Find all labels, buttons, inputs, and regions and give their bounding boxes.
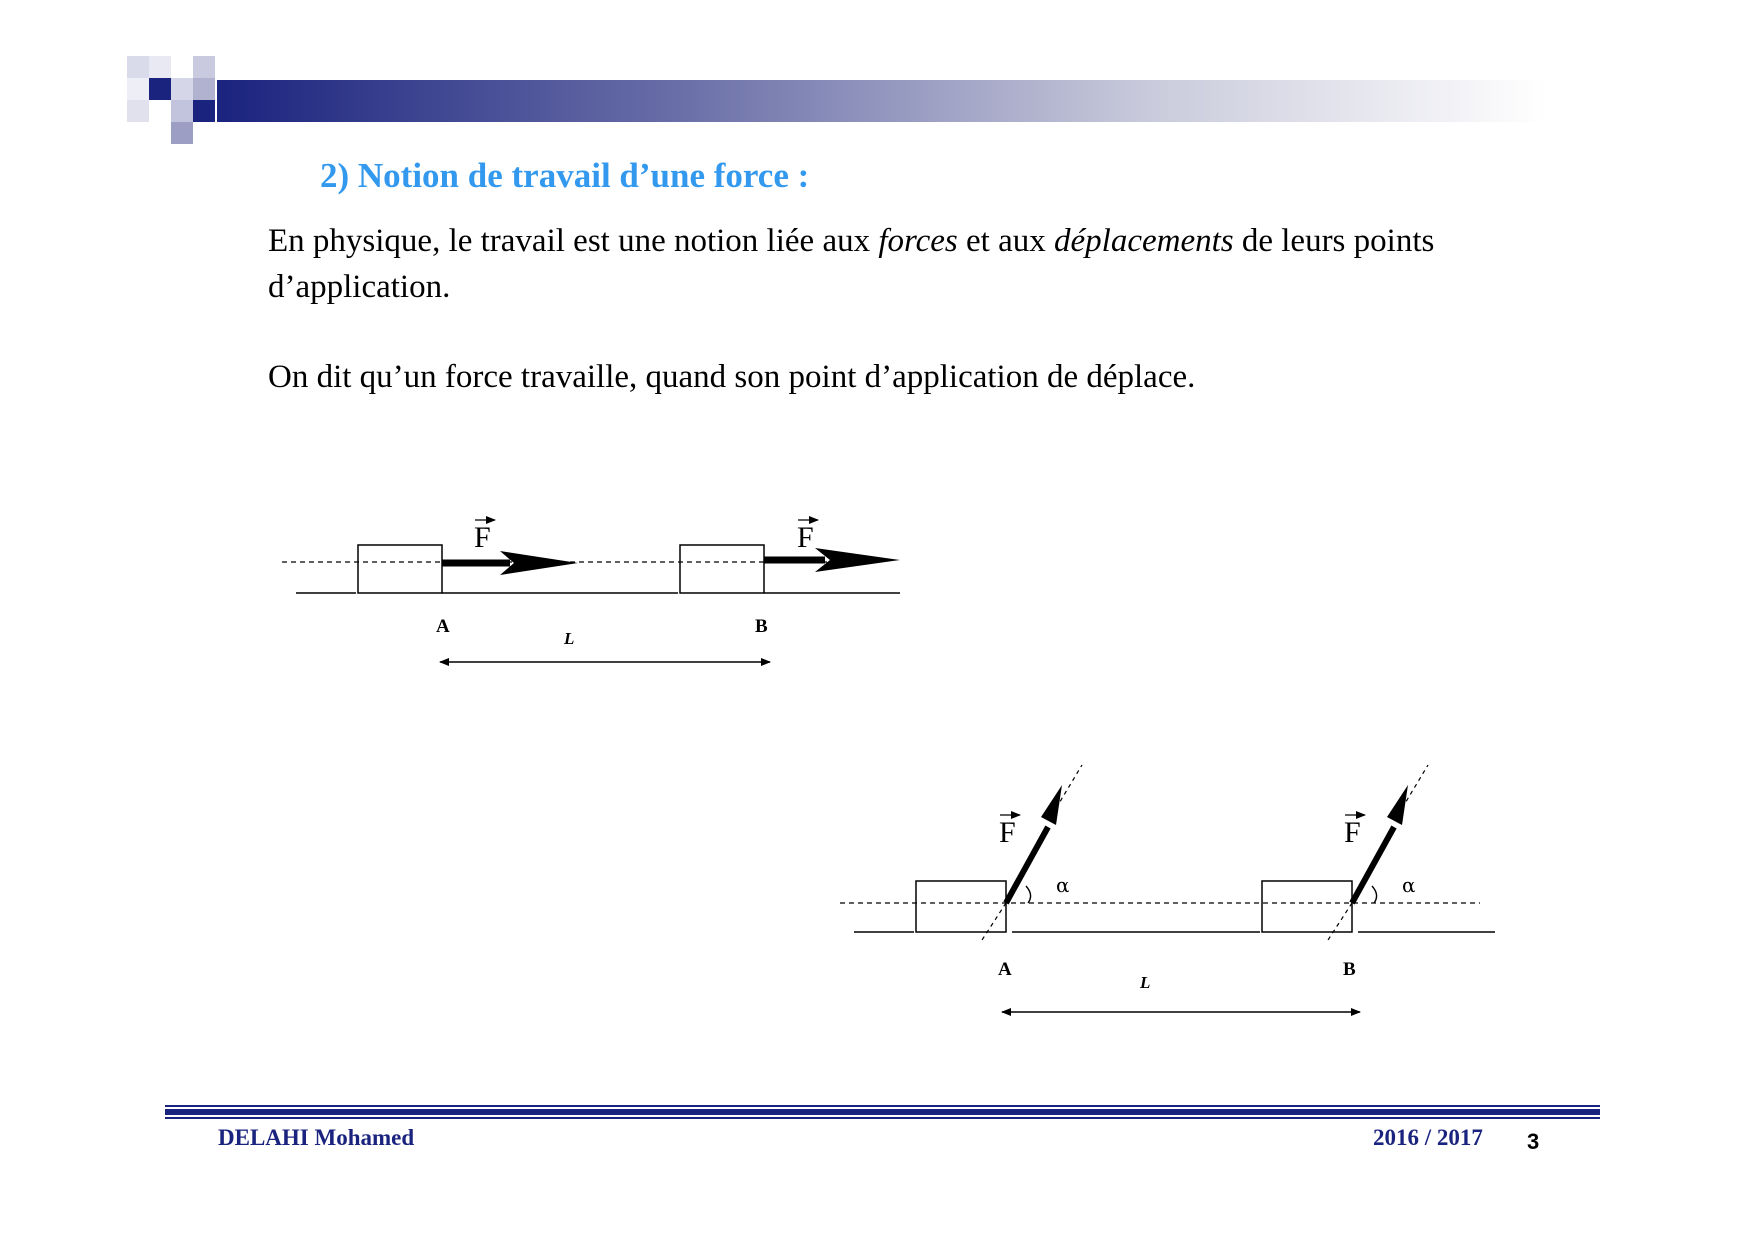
block-at-a xyxy=(358,545,442,593)
banner-square xyxy=(193,100,215,122)
banner-square xyxy=(127,78,149,100)
point-b-label: B xyxy=(755,616,768,637)
angle-arc xyxy=(1026,886,1031,903)
banner-square xyxy=(193,78,215,100)
point-a-label: A xyxy=(998,959,1012,980)
banner-square xyxy=(171,100,193,122)
inclined-force-diagram xyxy=(830,735,1500,1025)
banner-square xyxy=(149,56,171,78)
slide-title: 2) Notion de travail d’une force : xyxy=(320,156,810,195)
point-b-label: B xyxy=(1343,959,1356,980)
page-number: 3 xyxy=(1527,1129,1540,1154)
definition-paragraph xyxy=(268,218,1468,310)
block-at-b xyxy=(680,545,764,593)
force-label: F xyxy=(999,816,1016,849)
definition-text: En physique, le travail est une notion liée aux xyxy=(268,223,879,259)
force-arrowhead xyxy=(815,548,900,572)
vector-label-f xyxy=(999,815,1020,849)
work-condition-paragraph: On dit qu’un force travaille, quand son point d’application de déplace. xyxy=(268,359,1196,395)
force-line-extension xyxy=(1328,903,1352,940)
angle-arc xyxy=(1372,886,1377,903)
banner-square xyxy=(127,100,149,122)
force-label: F xyxy=(797,521,814,554)
force-label: F xyxy=(474,521,491,554)
footer-rule xyxy=(165,1105,1600,1121)
definition-text: et aux xyxy=(957,223,1054,259)
angle-label: α xyxy=(1056,873,1070,897)
angle-label: α xyxy=(1402,873,1416,897)
banner-square xyxy=(171,78,193,100)
footer-year: 2016 / 2017 xyxy=(1373,1125,1483,1150)
banner-square xyxy=(127,56,149,78)
distance-label: L xyxy=(564,629,575,648)
force-label: F xyxy=(1344,816,1361,849)
horizontal-force-diagram xyxy=(270,505,910,685)
banner-square xyxy=(171,122,193,144)
distance-label: L xyxy=(1140,973,1151,992)
vector-label-f xyxy=(1344,815,1365,849)
emphasis-displacements: déplacements xyxy=(1054,223,1234,259)
header-banner xyxy=(127,56,1547,152)
point-a-label: A xyxy=(436,616,450,637)
banner-square xyxy=(149,78,171,100)
force-arrowhead xyxy=(1041,785,1062,825)
vector-label-f xyxy=(797,520,818,554)
banner-square xyxy=(193,56,215,78)
emphasis-forces: forces xyxy=(878,223,958,259)
banner-gradient-bar xyxy=(217,80,1547,122)
force-line-extension xyxy=(982,903,1006,940)
footer-author: DELAHI Mohamed xyxy=(218,1125,415,1150)
force-arrowhead xyxy=(500,551,578,575)
vector-label-f xyxy=(474,520,495,554)
definition-text: de leurs points d’application. xyxy=(268,223,1435,305)
force-arrowhead xyxy=(1387,785,1408,825)
